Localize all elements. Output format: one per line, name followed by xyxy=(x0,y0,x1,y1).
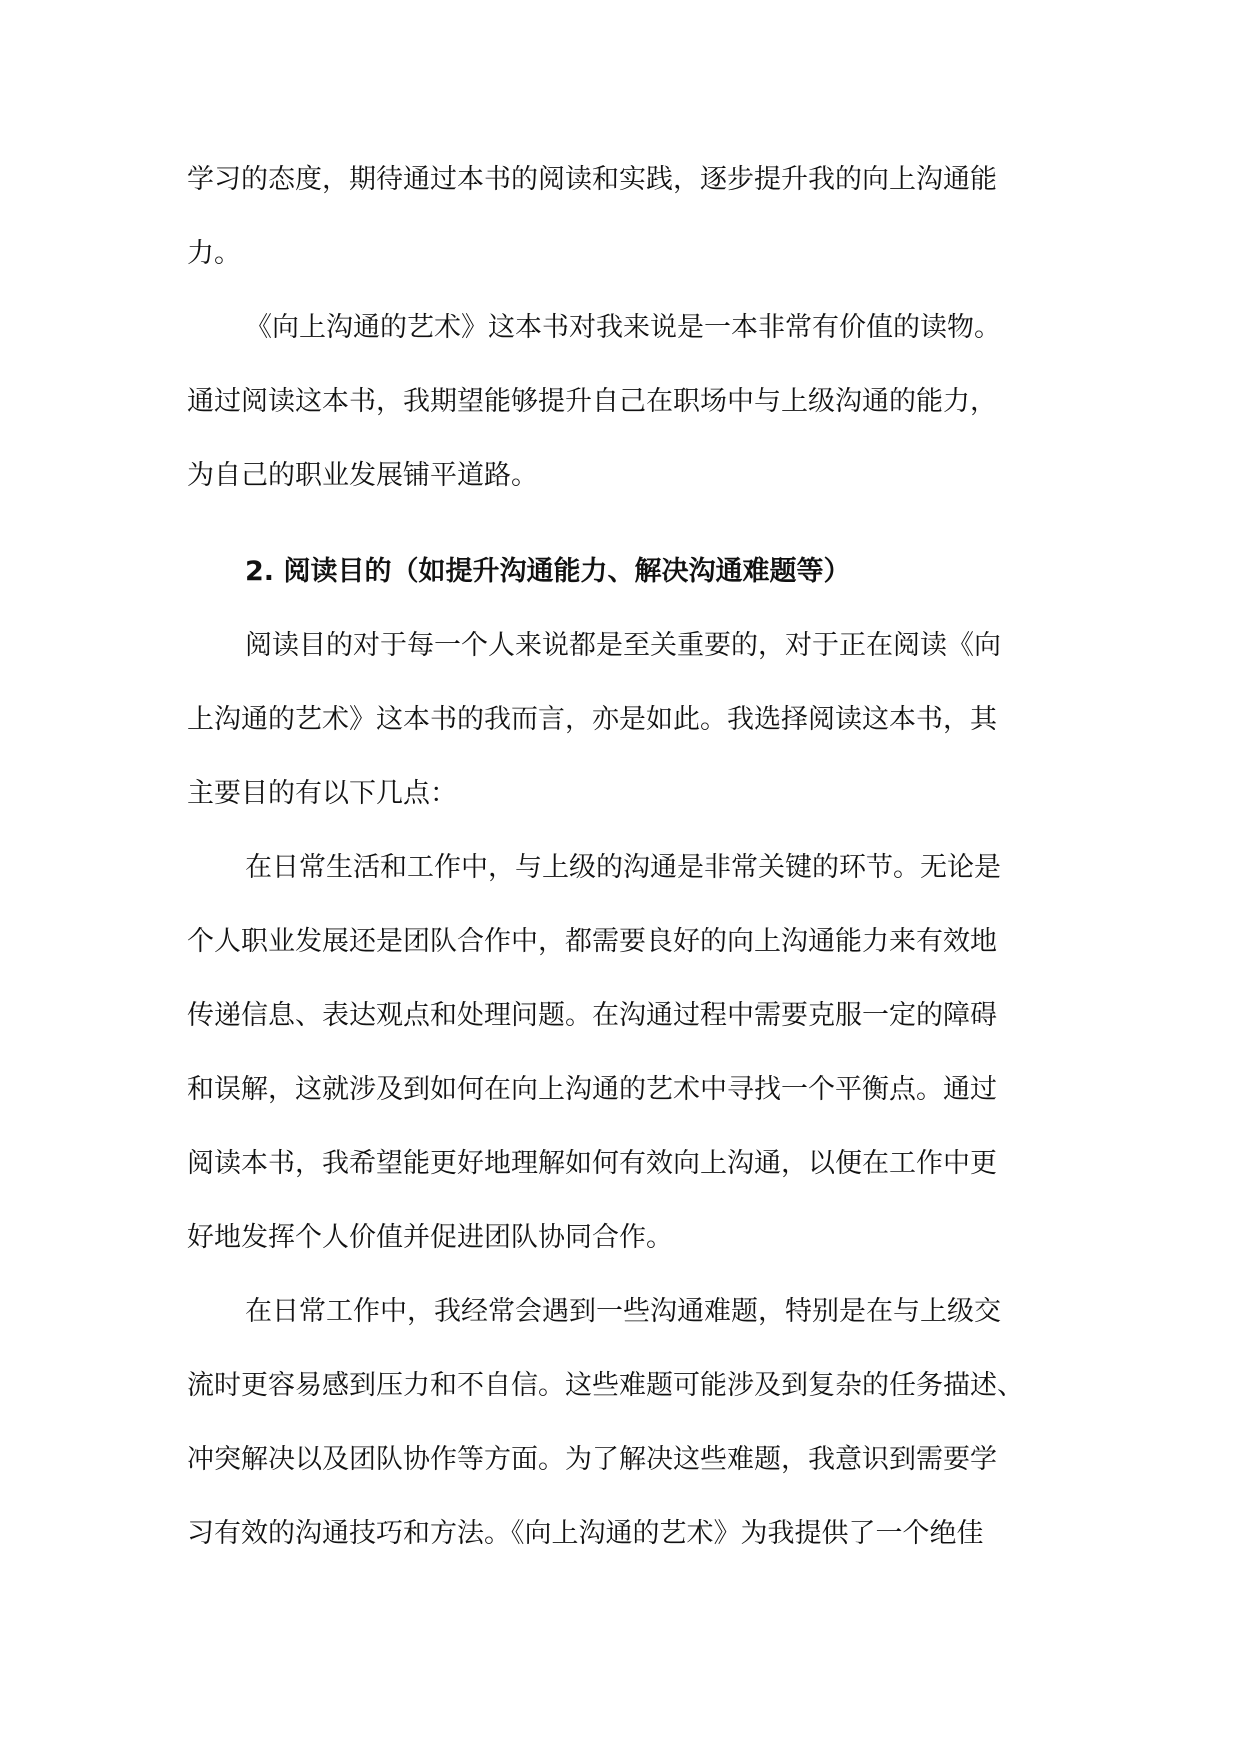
paragraph-line: 在日常工作中，我经常会遇到一些沟通难题，特别是在与上级交 xyxy=(245,1296,1001,1327)
paragraph-line: 和误解，这就涉及到如何在向上沟通的艺术中寻找一个平衡点。通过 xyxy=(187,1074,997,1105)
paragraph-line: 学习的态度，期待通过本书的阅读和实践，逐步提升我的向上沟通能 xyxy=(187,164,997,195)
paragraph-line: 习有效的沟通技巧和方法。《向上沟通的艺术》为我提供了一个绝佳 xyxy=(187,1518,984,1549)
paragraph-line: 力。 xyxy=(187,238,241,269)
paragraph-1 xyxy=(187,143,1057,291)
section-gap xyxy=(187,513,1057,535)
paragraph-line: 主要目的有以下几点： xyxy=(187,778,457,809)
paragraph-line: 在日常生活和工作中，与上级的沟通是非常关键的环节。无论是 xyxy=(245,852,1001,883)
paragraph-line: 《向上沟通的艺术》这本书对我来说是一本非常有价值的读物。 xyxy=(245,312,1001,343)
section-heading: 2. 阅读目的（如提升沟通能力、解决沟通难题等） xyxy=(245,556,851,587)
paragraph-line: 阅读本书，我希望能更好地理解如何有效向上沟通，以便在工作中更 xyxy=(187,1148,997,1179)
paragraph-3 xyxy=(187,609,1057,831)
paragraph-5 xyxy=(187,1275,1057,1571)
document-body xyxy=(187,143,1057,1571)
paragraph-line: 为自己的职业发展铺平道路。 xyxy=(187,460,538,491)
paragraph-2 xyxy=(187,291,1057,513)
paragraph-line: 个人职业发展还是团队合作中，都需要良好的向上沟通能力来有效地 xyxy=(187,926,997,957)
paragraph-line: 冲突解决以及团队协作等方面。为了解决这些难题，我意识到需要学 xyxy=(187,1444,997,1475)
paragraph-line: 好地发挥个人价值并促进团队协同合作。 xyxy=(187,1222,673,1253)
paragraph-4 xyxy=(187,831,1057,1275)
paragraph-line: 传递信息、表达观点和处理问题。在沟通过程中需要克服一定的障碍 xyxy=(187,1000,997,1031)
paragraph-line: 上沟通的艺术》这本书的我而言，亦是如此。我选择阅读这本书，其 xyxy=(187,704,997,735)
paragraph-line: 通过阅读这本书，我期望能够提升自己在职场中与上级沟通的能力， xyxy=(187,386,997,417)
paragraph-line: 流时更容易感到压力和不自信。这些难题可能涉及到复杂的任务描述、 xyxy=(187,1370,1024,1401)
paragraph-line: 阅读目的对于每一个人来说都是至关重要的，对于正在阅读《向 xyxy=(245,630,1001,661)
